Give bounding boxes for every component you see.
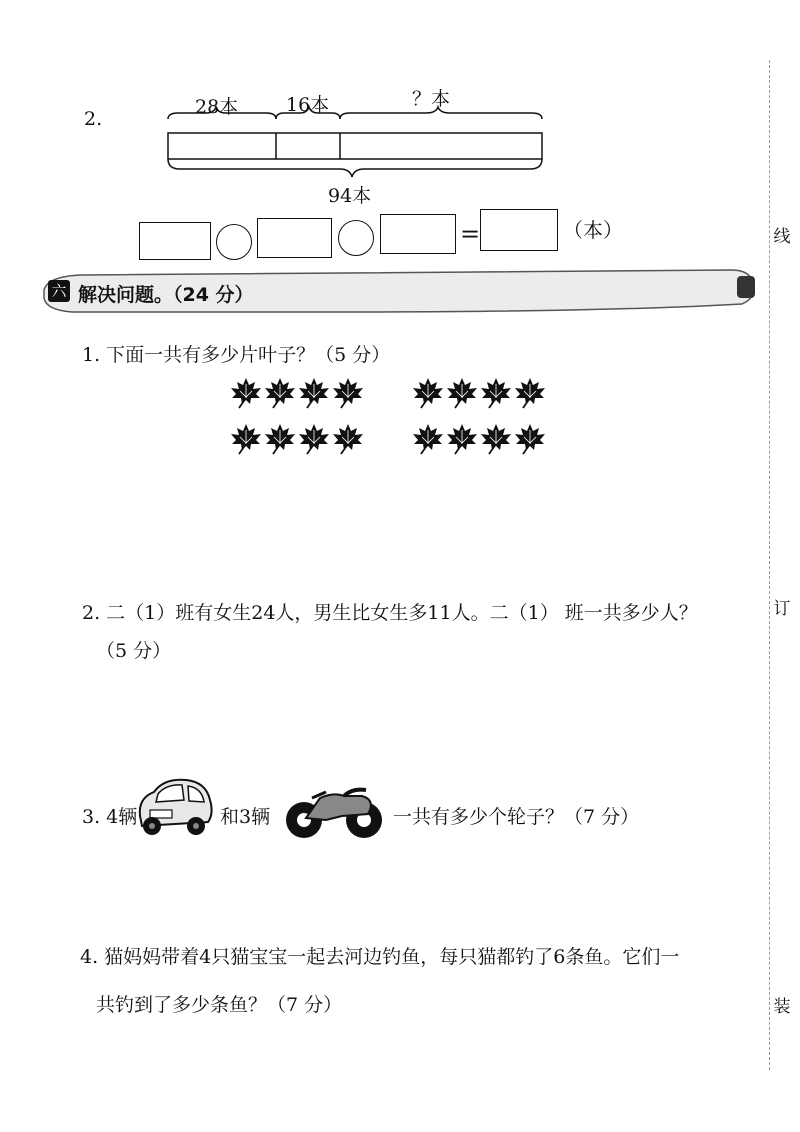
maple-leaf-icon: [265, 378, 295, 408]
problem-2-text: 2. 二（1）班有女生24人，男生比女生多11人。二（1） 班一共多少人？: [82, 602, 698, 624]
brace-top-b: [276, 107, 340, 119]
binding-char-order: 订: [771, 594, 793, 619]
segment-label-b: 16本: [286, 94, 330, 116]
binding-char-bind: 装: [771, 992, 793, 1017]
section-number-badge: 六: [48, 280, 70, 302]
section-title: 解决问题。（24 分）: [78, 284, 254, 306]
brace-bottom-total: [168, 159, 542, 177]
brace-top-a: [168, 107, 276, 119]
leaves-svg: [230, 376, 570, 466]
motorcycle-icon: [282, 780, 386, 842]
operator-circle-1[interactable]: [216, 224, 252, 260]
maple-leaf-icon: [333, 378, 363, 408]
maple-leaf-icon: [299, 378, 329, 408]
maple-leaf-icon: [447, 424, 477, 454]
answer-box-3[interactable]: [380, 214, 456, 254]
problem-4-line-2: 共钓到了多少条鱼？（7 分）: [96, 994, 343, 1016]
maple-leaf-icon: [515, 378, 545, 408]
car-icon: [134, 776, 216, 838]
answer-box-2[interactable]: [257, 218, 332, 258]
operator-circle-2[interactable]: [338, 220, 374, 256]
binding-char-line: 线: [771, 222, 793, 247]
maple-leaf-icon: [447, 378, 477, 408]
binding-dashed-line: [769, 60, 770, 1070]
maple-leaf-icon: [515, 424, 545, 454]
answer-box-1[interactable]: [139, 222, 211, 260]
segment-diagram: [150, 105, 560, 185]
problem-3-suffix: 一共有多少个轮子？（7 分）: [393, 806, 640, 828]
maple-leaf-icon: [265, 424, 295, 454]
segment-bar: [168, 133, 542, 159]
problem-3-middle: 和3辆: [220, 806, 271, 828]
problem-2-points: （5 分）: [96, 640, 172, 662]
unit-label: （本）: [563, 218, 623, 242]
answer-box-result[interactable]: [480, 209, 558, 251]
maple-leaf-icon: [481, 424, 511, 454]
problem-1-text: 1. 下面一共有多少片叶子？（5 分）: [82, 344, 391, 366]
maple-leaf-icon: [481, 378, 511, 408]
maple-leaf-icon: [299, 424, 329, 454]
segment-label-unknown: ？本: [412, 88, 451, 110]
problem-3-prefix: 3. 4辆: [82, 806, 138, 828]
problem-4-line-1: 4. 猫妈妈带着4只猫宝宝一起去河边钓鱼，每只猫都钓了6条鱼。它们一: [80, 946, 680, 968]
equals-sign: =: [460, 220, 481, 248]
maple-leaf-icon: [333, 424, 363, 454]
leaves-grid: [230, 376, 570, 466]
section-header-end-tab: [737, 276, 755, 298]
maple-leaf-icon: [231, 378, 261, 408]
maple-leaf-icon: [413, 424, 443, 454]
segment-total-label: 94本: [328, 185, 372, 207]
maple-leaf-icon: [231, 424, 261, 454]
question-number: 2.: [84, 108, 103, 130]
brace-top-c: [340, 107, 542, 119]
segment-label-a: 28本: [195, 96, 239, 118]
maple-leaf-icon: [413, 378, 443, 408]
section-header: [42, 268, 760, 314]
